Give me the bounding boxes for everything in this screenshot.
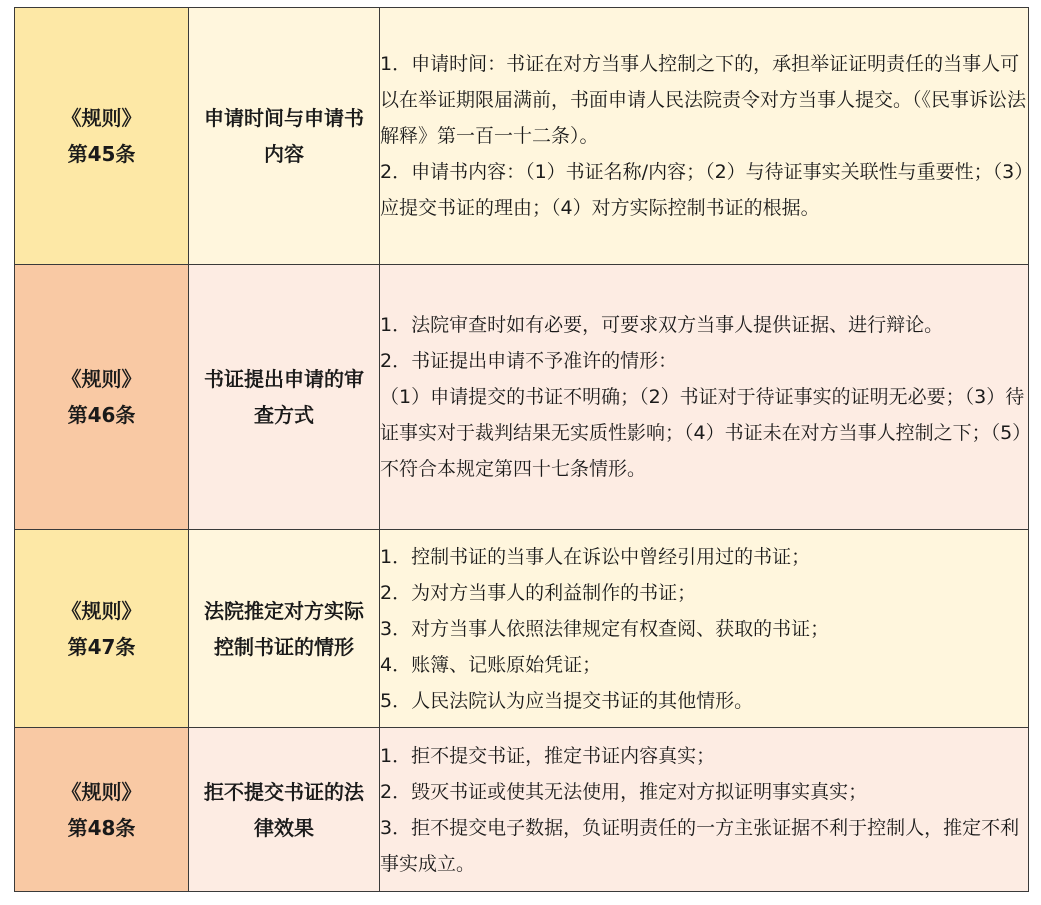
rule-article: 第47条 [67, 634, 136, 659]
topic-text: 申请时间与申请书内容 [204, 106, 364, 166]
content-line: 3．对方当事人依照法律规定有权查阅、获取的书证； [380, 617, 830, 640]
content-line: 5．人民法院认为应当提交书证的其他情形。 [380, 689, 754, 712]
topic-cell [189, 8, 380, 265]
rule-cell [15, 728, 189, 892]
content-line: 2．为对方当事人的利益制作的书证； [380, 581, 697, 604]
rule-cell [15, 530, 189, 728]
rule-title: 《规则》 [61, 779, 142, 804]
content-line: 2．申请书内容：（1）书证名称/内容；（2）与待证事实关联性与重要性；（3）应提交书证的理由；（4）对方实际控制书证的根据。 [380, 161, 1024, 219]
table-row [15, 530, 1029, 728]
content-line: 1．拒不提交书证，推定书证内容真实； [380, 744, 716, 767]
content-line: （1）申请提交的书证不明确；（2）书证对于待证事实的证明无必要；（3）待证事实对于裁判结果无实质性影响；（4）书证未在对方当事人控制之下；（5）不符合本规定第四十七条情形。 [380, 386, 1025, 480]
content-line: 3．拒不提交电子数据，负证明责任的一方主张证据不利于控制人，推定不利事实成立。 [380, 816, 1020, 875]
content-line: 1．控制书证的当事人在诉讼中曾经引用过的书证； [380, 545, 811, 568]
rule-article: 第45条 [67, 142, 136, 166]
topic-text: 法院推定对方实际控制书证的情形 [204, 598, 364, 659]
rule-article: 第48条 [67, 815, 136, 840]
topic-text: 书证提出申请的审查方式 [204, 367, 364, 427]
topic-cell [189, 728, 380, 892]
content-line: 4．账簿、记账原始凭证； [380, 653, 602, 676]
content-cell [380, 530, 1029, 728]
table-row [15, 265, 1029, 530]
rule-cell [15, 8, 189, 265]
topic-cell [189, 530, 380, 728]
rules-table [14, 7, 1029, 892]
content-cell [380, 728, 1029, 892]
rule-article: 第46条 [67, 403, 136, 427]
rule-title: 《规则》 [61, 106, 142, 130]
content-cell [380, 8, 1029, 265]
content-line: 2．毁灭书证或使其无法使用，推定对方拟证明事实真实； [380, 780, 868, 803]
rule-title: 《规则》 [61, 367, 142, 391]
topic-cell [189, 265, 380, 530]
content-line: 2．书证提出申请不予准许的情形： [380, 350, 678, 372]
table-row [15, 8, 1029, 265]
content-cell [380, 265, 1029, 530]
topic-text: 拒不提交书证的法律效果 [204, 779, 364, 840]
rule-cell [15, 265, 189, 530]
content-line: 1．申请时间：书证在对方当事人控制之下的，承担举证证明责任的当事人可以在举证期限届满前，书面申请人民法院责令对方当事人提交。（《民事诉讼法解释》第一百一十二条）。 [380, 53, 1027, 147]
content-line: 1．法院审查时如有必要，可要求双方当事人提供证据、进行辩论。 [380, 314, 944, 336]
table-row [15, 728, 1029, 892]
rule-title: 《规则》 [61, 598, 142, 623]
